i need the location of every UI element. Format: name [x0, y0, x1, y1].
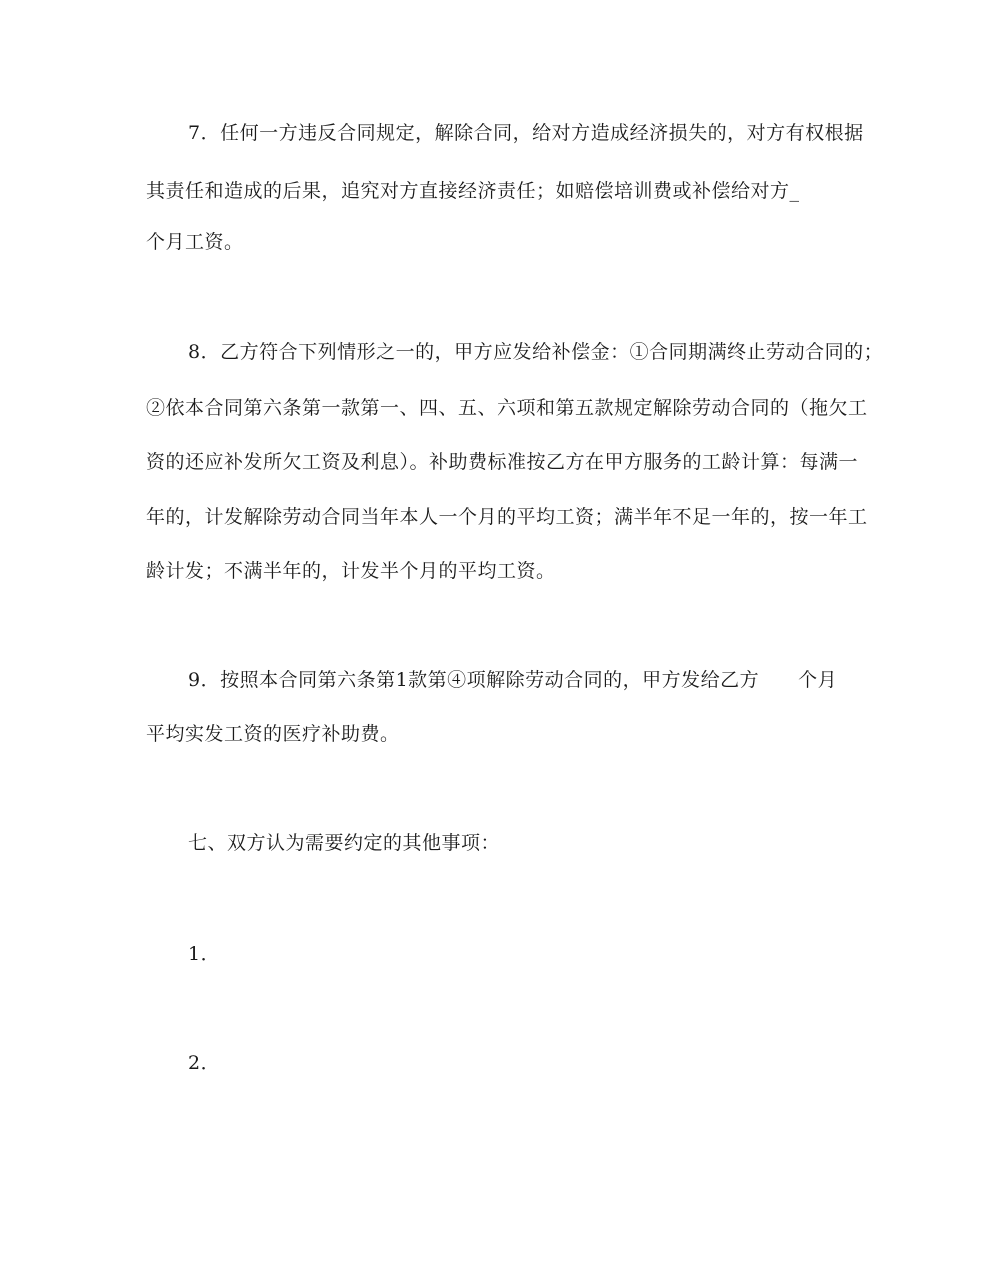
clause-8-line-4: 年的，计发解除劳动合同当年本人一个月的平均工资；满半年不足一年的，按一年工	[146, 506, 868, 528]
clause-8-line-3: 资的还应补发所欠工资及利息）。补助费标准按乙方在甲方服务的工龄计算：每满一	[146, 451, 859, 473]
clause-9-line-2: 平均实发工资的医疗补助费。	[146, 723, 400, 745]
section-7-item-2: 2．	[188, 1052, 221, 1074]
clause-8-line-2: ②依本合同第六条第一款第一、四、五、六项和第五款规定解除劳动合同的（拖欠工	[146, 397, 868, 419]
clause-9-line-1: 9．按照本合同第六条第1款第④项解除劳动合同的，甲方发给乙方 个月	[188, 669, 838, 691]
clause-7-line-2: 其责任和造成的后果，追究对方直接经济责任；如赔偿培训费或补偿给对方_	[146, 180, 800, 202]
clause-7-line-3: 个月工资。	[146, 231, 244, 253]
section-7-item-1: 1．	[188, 943, 221, 965]
clause-8-line-5: 龄计发；不满半年的，计发半个月的平均工资。	[146, 560, 556, 582]
clause-7-line-1: 7．任何一方违反合同规定，解除合同，给对方造成经济损失的，对方有权根据	[188, 122, 864, 144]
clause-8-line-1: 8．乙方符合下列情形之一的，甲方应发给补偿金：①合同期满终止劳动合同的；	[188, 341, 884, 363]
section-7-heading: 七、双方认为需要约定的其他事项：	[188, 832, 501, 854]
